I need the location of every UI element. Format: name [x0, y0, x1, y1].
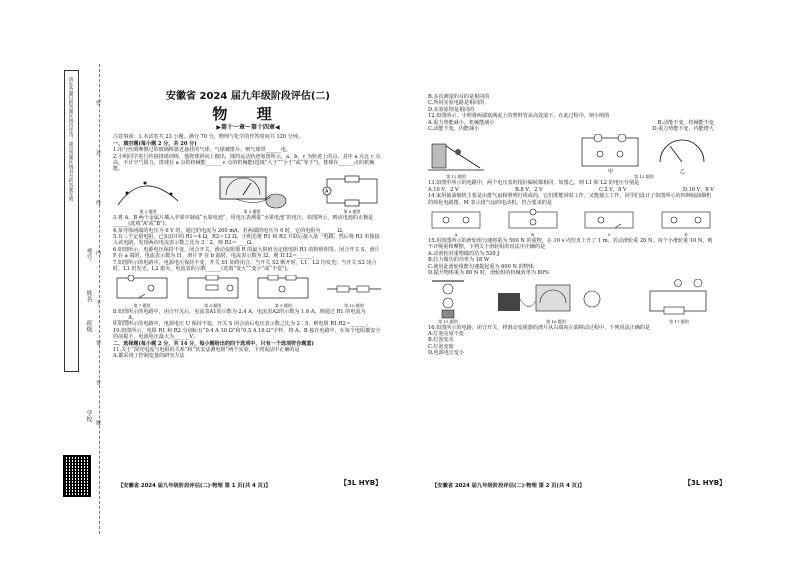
question-14: 14.家用抽油烟机主要是由排气扇和照明灯组成的，它们既能同时工作，又能独立工作。同学们设计了如图所示的四种抽油烟机的简化电路图，M 表示排气扇的电动机。符合要求的是	[428, 193, 712, 206]
question-16: 16.如图所示的电路，闭合开关，将滑动变阻器的滑片从右端向左端移动过程中，下列说法正确的是	[428, 324, 651, 331]
section-1-heading: 一、填空题(每小题 2 分，共 20 分)	[113, 140, 197, 147]
figure-10	[325, 275, 383, 308]
question-6: 6.如图所示，电源电压保持不变，闭合开关，滑动变阻器 R 的最大阻值为定值电阻 R1 的阻值相等。闭合开关 S，滑片 P 在 a 端时，电流表示数为 I1，滑片 P 在 b 端时，电流表示数为 I2，则 I1∶I2＝______。	[113, 246, 380, 260]
question-4: 4.某导体两端的电压为 6 V 时，通过的电流为 200 mA，若两端的电压为 0 时，它的电阻为______ Ω。	[113, 227, 347, 234]
option-b-circuit	[505, 208, 561, 237]
question-12: 12.如图所示，小明将两端塞满泥土的塑料管从高处滚下，在此过程中，则小明的	[428, 113, 610, 120]
notice: 注意事项：1.本试卷共 23 小题，满分 70 分，物理与化学的作答时间共 120 分钟。	[113, 134, 304, 141]
question-15-option-d: D.提升物体重为 80 N 时，滑轮组的机械效率为 80%	[428, 270, 549, 277]
figure-6	[321, 175, 383, 214]
exam-title: 安徽省 2024 届九年级阶段评估(二)	[166, 91, 330, 102]
question-8: 8.如图所示的电路中，闭合开关后，电流表A1的示数为 2.4 A，电流表A2的示数为 1.6 A，则通过 R1 的电流为______A。	[113, 308, 366, 321]
figure-8	[184, 275, 242, 308]
figure-7-caption: 第 7 题图	[133, 302, 151, 308]
seal-char: 答	[95, 380, 101, 385]
seal-char: 内	[95, 250, 101, 255]
answer-warning-box	[64, 70, 79, 372]
question-1: 1.用与丝绸摩擦过的玻璃棒靠近悬挂的气球，气球被排斥，则气球带______电。	[113, 147, 292, 154]
question-5: 5.有三个定值电阻，已知其中的 R1＝4 Ω，R2＝12 Ω，小明先将 R1 和 R3 并联后接入某一电路，然后将 R3 单独接入该电路，发现两次电流表示数之比为 3∶2，则 R3＝____Ω。	[113, 234, 380, 247]
question-11-option-c: C.所用实验电路是相同的	[428, 100, 485, 107]
ball-trajectory-figure	[113, 177, 183, 209]
option-label: C	[607, 232, 611, 238]
figure-2-caption: 第 2 题图	[139, 208, 157, 214]
figure-12-caption: 第 12 题图	[446, 174, 466, 180]
option: C.2 V，8 V	[599, 186, 627, 193]
subject-title: 物 理	[212, 105, 284, 123]
option-c-circuit	[581, 208, 637, 237]
question-10: 10.如图所示，电阻 R1 和 R2 分别标有“0.4 A 10 Ω”和“0.5 A 16 Ω”字样，将 A、B 接在电路中，在每个电阻都安全的前提下，电源电压最大为______V。	[113, 327, 381, 341]
question-7: 7.如图所示的电路中，电源电压保持不变，开关 S1 始终闭合。当开关 S2 断开时，L1、L2 均发光；当开关 S2 闭合时，L1 仍发光，L2 熄灭，电流表的示数______(选填“变大”“变小”或“不变”)。	[113, 259, 377, 273]
seal-line	[99, 64, 100, 534]
question-3: 3.将 A、B 两个金属片插入苹果中制成“水果电池”，用电压表测量“水果电池”的电压，如图所示，则该电池的正极是______(选填“A”或“B”)。	[113, 214, 374, 228]
right-page	[428, 68, 714, 357]
figure-15	[428, 279, 468, 324]
option: A.10 V，2 V	[428, 186, 459, 193]
question-16-option-d: D.电源电压变小	[428, 350, 465, 357]
left-page	[113, 68, 383, 360]
circuit-10-figure	[325, 275, 383, 303]
figure-17	[644, 279, 714, 324]
option-label: A	[454, 232, 458, 238]
option-a-circuit	[428, 208, 484, 237]
question-15-option-c: C.使用此滑轮组能匀速提起重为 600 N 的物体	[428, 263, 534, 270]
figure-13-caption: 第 13 题图	[634, 174, 654, 180]
option: B.8 V，2 V	[515, 186, 543, 193]
svg-text:A: A	[325, 188, 329, 195]
number-label: 考号	[85, 248, 92, 260]
question-9: 9.如图所示的电路中，电源电压 U 保持不变，开关 S 闭合前后电压表示数之比为 2∶5，则电阻 R1∶R2＝______。	[113, 321, 372, 328]
question-16-option-a: A.灯泡亮度不变	[428, 330, 464, 337]
left-footer: 【安徽省 2024 届九年级阶段评估(二)·物理 第 1 页(共 4 页)】	[118, 483, 271, 489]
question-15-option-b: B.拉力做功的功率为 18 W	[428, 257, 490, 264]
question-11-option-d: D.实验原理是相同的	[428, 106, 475, 113]
question-11: 11.关于“探究电流与电阻的关系”和“伏安法测电阻”两个实验，下列说法中正确的是	[113, 346, 300, 353]
figure-3	[216, 175, 288, 214]
circuit-6-figure	[321, 175, 383, 209]
figure-2	[113, 177, 183, 214]
question-13: 13.如图甲所示的电路中，两个电压表的指针偏转都相同，如图乙，则 L1 和 L2 的电压分别是	[428, 180, 640, 187]
question-16-option-c: C.灯泡变暗	[428, 343, 454, 350]
option: A.重力势能减小，机械能减小	[428, 119, 495, 126]
answer-warning-text: 请在各题目的答题区域内作答，超出答题区域书写的答案无效	[68, 77, 73, 202]
circuit-8-figure	[184, 275, 242, 303]
circuit-16-figure	[496, 279, 616, 319]
rolling-tube-figure	[428, 134, 484, 174]
figure-3-caption: 第 3 题图	[243, 208, 261, 214]
seal-char: 线	[95, 200, 101, 205]
seal-char: 封	[95, 150, 101, 155]
option: C.动能不变，内能减小	[428, 126, 480, 133]
circuit-9-figure	[254, 275, 312, 303]
figure-16	[496, 279, 616, 324]
figure-6-caption: 第 6 题图	[343, 208, 361, 214]
option-label: B	[531, 232, 535, 238]
option-d-circuit	[658, 208, 714, 237]
question-2: 2.小明同学进行传接排球训练，他将球斜向上抛出，球的运动轨迹如图所示，a、b、c 为轨迹上的点，其中 a 点比 c 点高，不计空气阻力，排球在 a 点的机械能______ c 点的机械能(选填“大于”“小于”或“等于”)，排球在______点的机械能。	[113, 153, 381, 173]
seal-char: 要	[95, 340, 101, 345]
jia-label: 甲	[608, 169, 614, 175]
section-2-heading: 二、选择题(每小题 2 分，共 14 分，每小题给出的四个选项中，只有一个选项符合题意)	[113, 340, 314, 347]
school-label: 学校	[85, 410, 92, 422]
circuit-17-figure	[644, 279, 714, 319]
fruit-battery-figure	[216, 175, 288, 209]
figure-row-2	[113, 275, 383, 308]
question-16-option-b: B.灯泡变亮	[428, 337, 454, 344]
figure-17-caption: 第 17 题图	[669, 318, 689, 324]
seal-char: 不	[95, 300, 101, 305]
yi-label: 乙	[680, 169, 686, 175]
figure-row-1	[113, 175, 383, 214]
seal-char: 密	[95, 100, 101, 105]
figure-9	[254, 275, 312, 308]
seal-char: 题	[95, 420, 101, 425]
chapter-range: ▶第十一章～第十四章◀	[216, 124, 280, 131]
circuit-13-figure	[574, 134, 714, 174]
qr-code-icon	[63, 455, 91, 497]
class-label: 班级	[85, 320, 92, 332]
figure-10-caption: 第 10 题图	[344, 302, 364, 308]
question-15: 15.用如图所示的滑轮组匀速将重为 500 N 的重物，在 10 s 内竖直上升了 1 m。若动滑轮重 20 N，每个小滑轮重 10 N，则不计绳重和摩擦，下列关于滑轮组的说法中正确的是	[428, 238, 713, 251]
question-12-options-2	[428, 126, 714, 132]
question-15-option-a: A.动滑轮对重物做的功为 520 J	[428, 250, 500, 257]
question-11-option-b: B.多次测量的目的是相同的	[428, 94, 490, 100]
figure-13	[574, 134, 714, 179]
figure-row-3	[428, 134, 714, 179]
name-label: 姓名	[85, 290, 92, 302]
option: D.10 V，8 V	[683, 186, 714, 193]
figure-9-caption: 第 9 题图	[274, 302, 292, 308]
figure-8-caption: 第 8 题图	[204, 302, 222, 308]
figure-row-4	[428, 279, 714, 324]
option-label: D	[684, 232, 688, 238]
figure-16-caption: 第 16 题图	[546, 318, 566, 324]
left-code: 【3L HYB】	[340, 479, 383, 487]
right-code: 【3L HYB】	[684, 479, 727, 487]
pulley-figure	[428, 279, 468, 319]
right-footer: 【安徽省 2024 届九年级阶段评估(二)·物理 第 2 页(共 4 页)】	[432, 483, 585, 489]
figure-12	[428, 134, 484, 179]
question-11-option-a: A.都采用了控制变量的研究方法	[113, 353, 185, 360]
question-14-circuits	[428, 208, 714, 237]
figure-7	[113, 275, 171, 308]
option: D.重力势能不变，内能增大	[652, 126, 714, 133]
figure-15-caption: 第 15 题图	[438, 318, 458, 324]
circuit-7-figure	[113, 275, 171, 303]
option: B.动能不变，机械能不变	[657, 119, 714, 126]
